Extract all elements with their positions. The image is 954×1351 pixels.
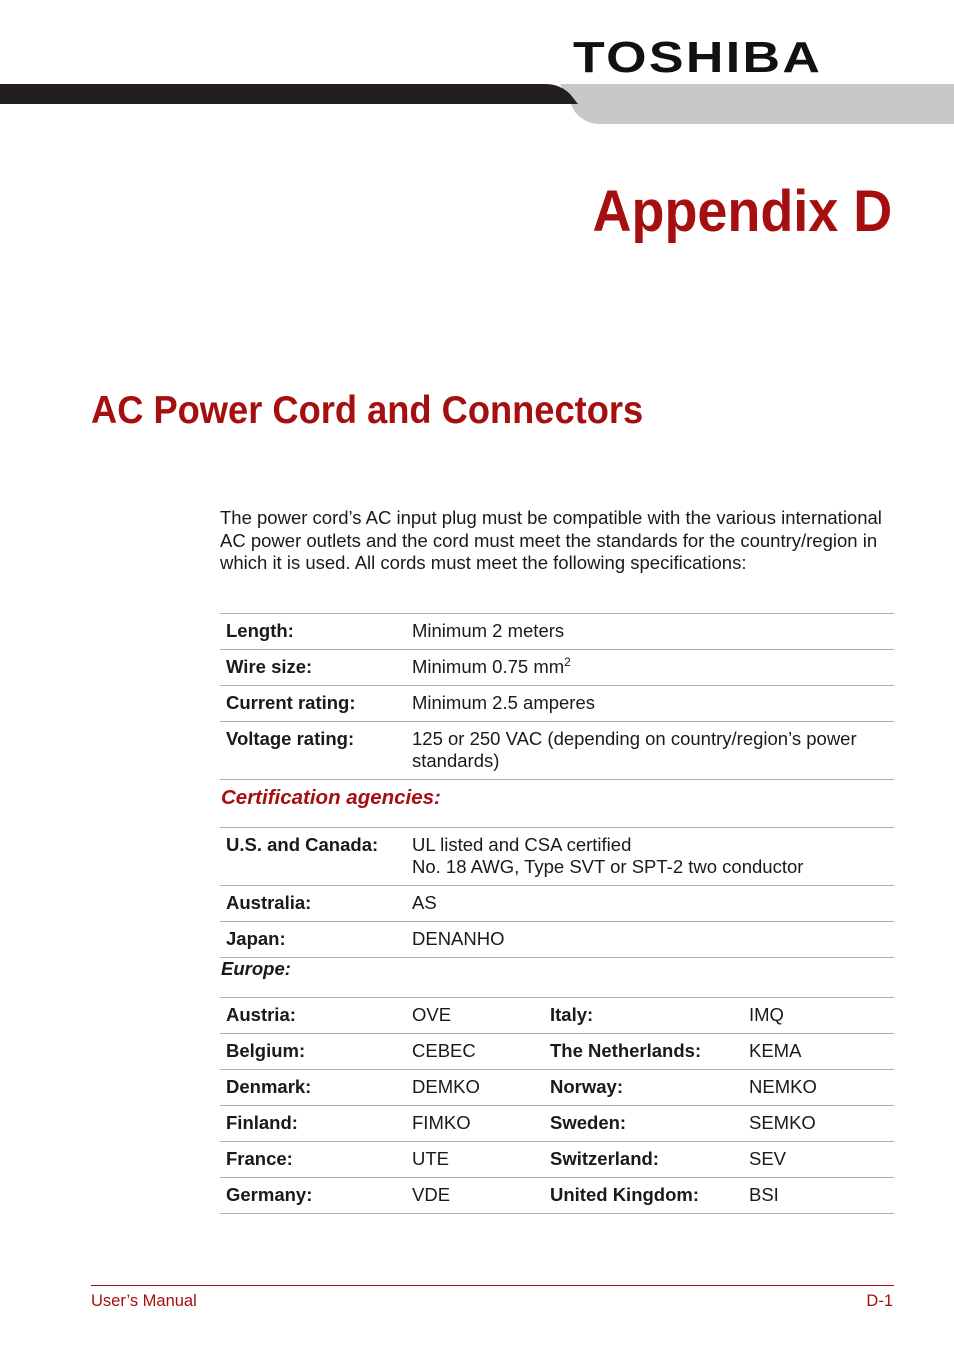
spec-label: Wire size: [220, 650, 406, 686]
country-label: Germany: [220, 1178, 406, 1214]
header-band [0, 84, 954, 128]
table-row [220, 1178, 894, 1214]
spec-label: Length: [220, 614, 406, 650]
table-row [220, 650, 894, 686]
agency-value: NEMKO [743, 1070, 894, 1106]
superscript: 2 [564, 654, 571, 669]
cert-heading: Certification agencies: [221, 786, 441, 809]
table-row [220, 922, 894, 958]
agency-value: VDE [406, 1178, 544, 1214]
cert-value-line: UL listed and CSA certified [412, 834, 632, 855]
cert-value [406, 828, 894, 886]
spec-value: Minimum 2 meters [406, 614, 894, 650]
agency-value: UTE [406, 1142, 544, 1178]
table-row [220, 1142, 894, 1178]
country-label: Denmark: [220, 1070, 406, 1106]
country-label: United Kingdom: [544, 1178, 743, 1214]
footer-divider [91, 1285, 894, 1286]
table-row [220, 1106, 894, 1142]
section-title: AC Power Cord and Connectors [91, 389, 644, 432]
agency-value: SEV [743, 1142, 894, 1178]
agency-value: IMQ [743, 998, 894, 1034]
agency-value: SEMKO [743, 1106, 894, 1142]
table-row [220, 828, 894, 886]
table-row [220, 614, 894, 650]
cert-label: U.S. and Canada: [220, 828, 406, 886]
footer-manual-title: User’s Manual [91, 1292, 197, 1310]
agency-value: OVE [406, 998, 544, 1034]
agency-value: KEMA [743, 1034, 894, 1070]
agency-value: FIMKO [406, 1106, 544, 1142]
spec-label: Current rating: [220, 686, 406, 722]
appendix-title: Appendix D [592, 179, 892, 244]
country-label: Sweden: [544, 1106, 743, 1142]
agency-value: DEMKO [406, 1070, 544, 1106]
table-row [220, 998, 894, 1034]
cert-table [220, 827, 894, 958]
cert-label: Australia: [220, 886, 406, 922]
footer-page-number: D-1 [866, 1292, 893, 1310]
country-label: Belgium: [220, 1034, 406, 1070]
cert-value: AS [406, 886, 894, 922]
table-row [220, 686, 894, 722]
spec-value: Minimum 2.5 amperes [406, 686, 894, 722]
table-row [220, 722, 894, 780]
cert-label: Japan: [220, 922, 406, 958]
spec-value-text: Minimum 0.75 mm [412, 656, 565, 677]
agency-value: BSI [743, 1178, 894, 1214]
country-label: Finland: [220, 1106, 406, 1142]
cert-value-line: No. 18 AWG, Type SVT or SPT-2 two conductor [412, 856, 804, 877]
intro-paragraph: The power cord’s AC input plug must be compatible with the various international AC power outlets and the cord must meet the standards for the country/region in which it is used. All cords must meet the following specifications: [220, 507, 882, 573]
country-label: France: [220, 1142, 406, 1178]
cert-value: DENANHO [406, 922, 894, 958]
spec-value: 125 or 250 VAC (depending on country/region’s power standards) [406, 722, 894, 780]
europe-table [220, 997, 894, 1214]
table-row [220, 1070, 894, 1106]
country-label: The Netherlands: [544, 1034, 743, 1070]
agency-value: CEBEC [406, 1034, 544, 1070]
spec-value [406, 650, 894, 686]
country-label: Switzerland: [544, 1142, 743, 1178]
europe-heading: Europe: [221, 958, 291, 979]
country-label: Austria: [220, 998, 406, 1034]
toshiba-logo: TOSHIBA [572, 33, 822, 82]
country-label: Italy: [544, 998, 743, 1034]
spec-label: Voltage rating: [220, 722, 406, 780]
header-band-light [560, 84, 954, 124]
header-band-dark [0, 84, 578, 104]
country-label: Norway: [544, 1070, 743, 1106]
table-row [220, 886, 894, 922]
table-row [220, 1034, 894, 1070]
spec-table [220, 613, 894, 780]
